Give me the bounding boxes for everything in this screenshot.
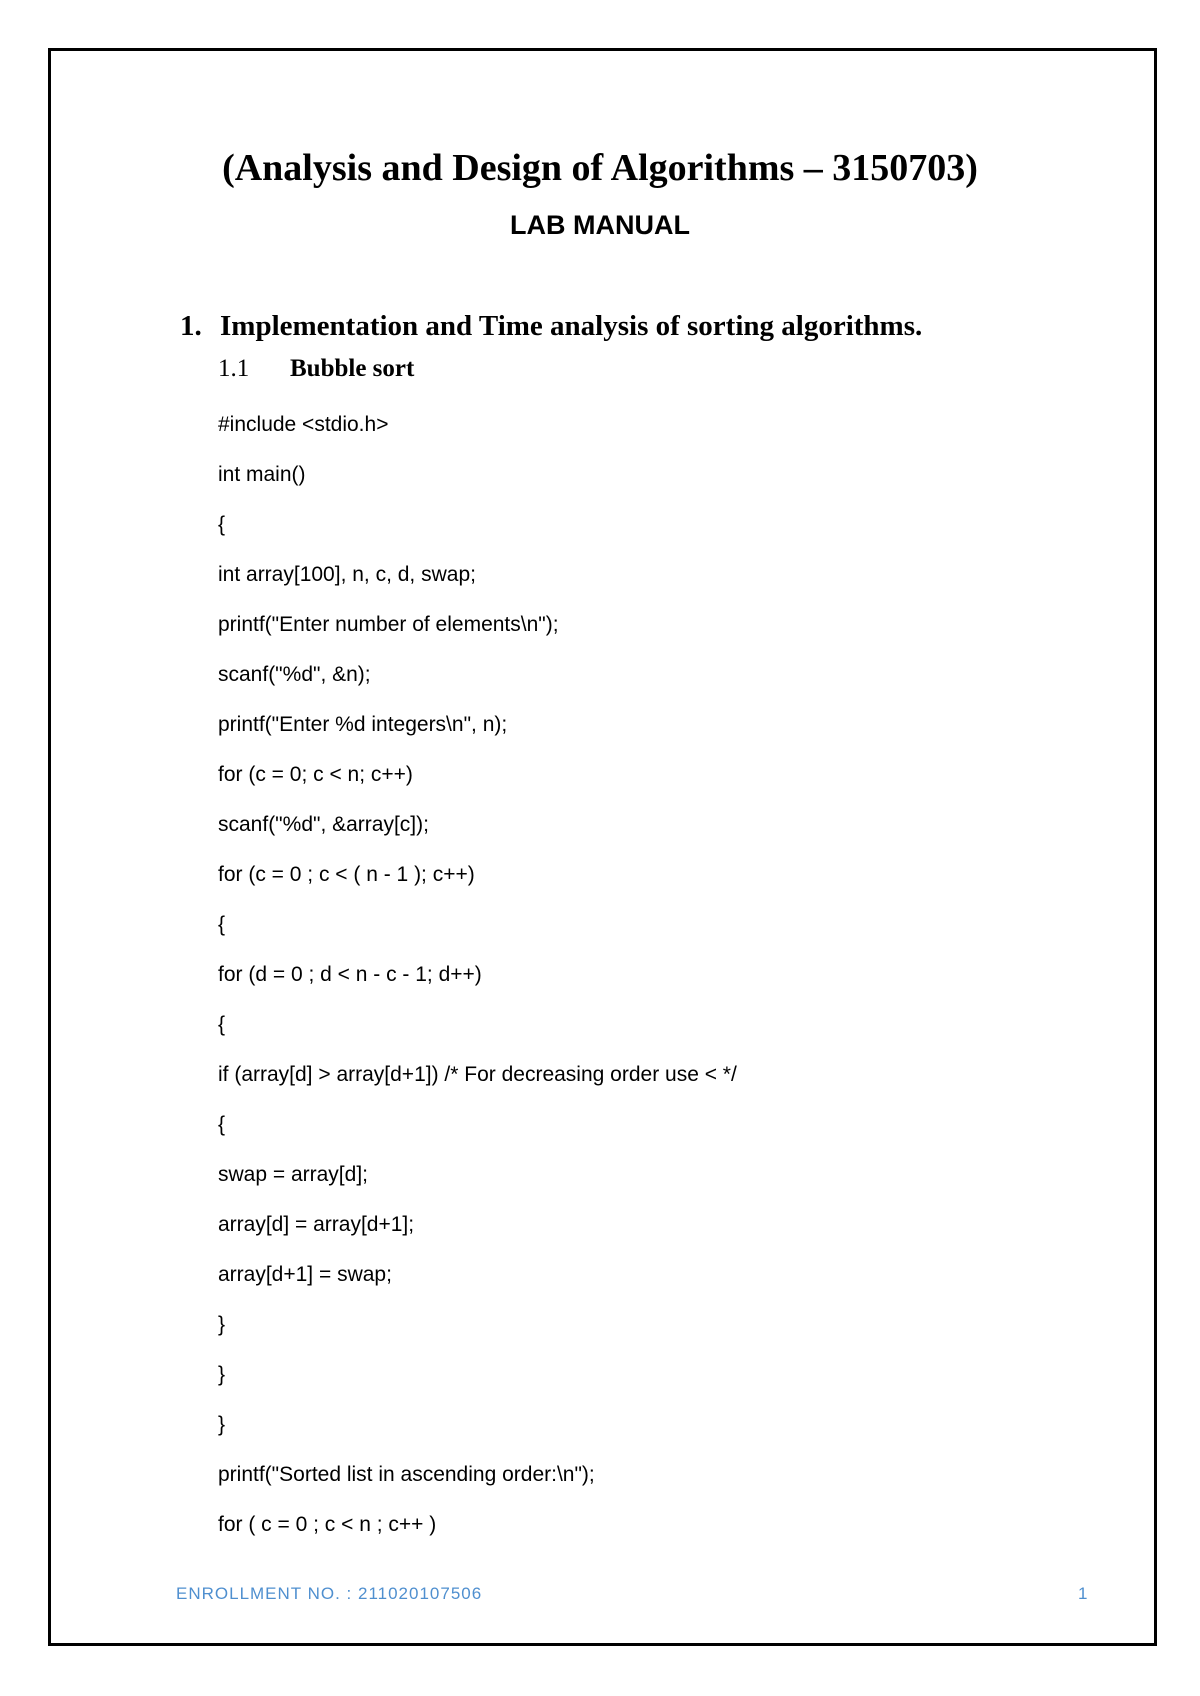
footer-page-number: 1 (1078, 1584, 1088, 1603)
code-line: #include <stdio.h> (218, 413, 389, 436)
code-line: { (218, 1013, 226, 1036)
code-line: { (218, 1113, 226, 1136)
code-block (218, 408, 737, 1558)
code-line: swap = array[d]; (218, 1163, 368, 1186)
subsection-heading (218, 355, 414, 383)
code-line: for (c = 0; c < n; c++) (218, 763, 413, 786)
code-line: for (d = 0 ; d < n - c - 1; d++) (218, 963, 482, 986)
code-line: } (218, 1313, 226, 1336)
subsection-number: 1.1 (218, 355, 250, 382)
code-line: scanf("%d", &n); (218, 663, 371, 686)
code-line: { (218, 513, 226, 536)
section-title: Implementation and Time analysis of sorting algorithms. (220, 310, 923, 342)
code-line: int array[100], n, c, d, swap; (218, 563, 476, 586)
code-line: array[d] = array[d+1]; (218, 1213, 415, 1236)
code-line: array[d+1] = swap; (218, 1263, 392, 1286)
code-line: printf("Sorted list in ascending order:\n"); (218, 1463, 595, 1486)
document-title: (Analysis and Design of Algorithms – 3150703) (222, 147, 978, 189)
code-line: int main() (218, 463, 306, 486)
subsection-title: Bubble sort (290, 355, 415, 382)
code-line: for ( c = 0 ; c < n ; c++ ) (218, 1513, 437, 1536)
document-subtitle: LAB MANUAL (510, 210, 690, 240)
section-number: 1. (180, 310, 202, 342)
code-line: scanf("%d", &array[c]); (218, 813, 429, 836)
code-line: printf("Enter %d integers\n", n); (218, 713, 508, 736)
code-line: printf("Enter number of elements\n"); (218, 613, 559, 636)
code-line: { (218, 913, 226, 936)
code-line: } (218, 1363, 226, 1386)
code-line: if (array[d] > array[d+1]) /* For decreasing order use < */ (218, 1063, 737, 1086)
footer-enrollment: ENROLLMENT NO. : 211020107506 (176, 1584, 483, 1603)
code-line: for (c = 0 ; c < ( n - 1 ); c++) (218, 863, 475, 886)
section-heading (180, 310, 922, 343)
code-line: } (218, 1413, 226, 1436)
